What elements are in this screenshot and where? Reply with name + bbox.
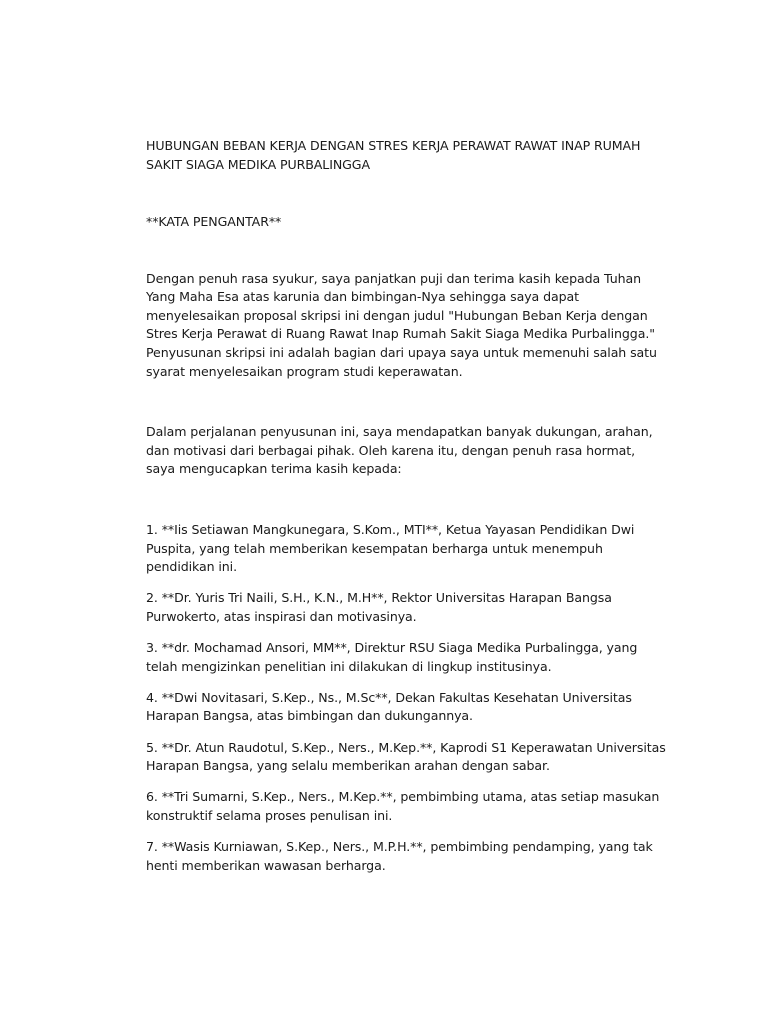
- paragraph: Dalam perjalanan penyusunan ini, saya mendapatkan banyak dukungan, arahan, dan motivasi dari berbagai pihak. Oleh karena itu, dengan penuh rasa hormat, saya mengucapkan terima kasih kepada:: [146, 424, 653, 477]
- list-item: 4. **Dwi Novitasari, S.Kep., Ns., M.Sc**, Dekan Fakultas Kesehatan Universitas Harapan Bangsa, atas bimbingan dan dukungannya.: [146, 689, 632, 724]
- list-item: 2. **Dr. Yuris Tri Naili, S.H., K.N., M.H**, Rektor Universitas Harapan Bangsa Purwokerto, atas inspirasi dan motivasinya.: [146, 590, 612, 624]
- list-item: 1. **Iis Setiawan Mangkunegara, S.Kom., MTI**, Ketua Yayasan Pendidikan Dwi Puspita, yang telah memberikan kesempatan berharga untuk menempuh pendidikan ini.: [146, 521, 635, 575]
- acknowledgement-list: [146, 521, 666, 875]
- list-item: 5. **Dr. Atun Raudotul, S.Kep., Ners., M.Kep.**, Kaprodi S1 Keperawatan Universitas Harapan Bangsa, yang selalu memberikan arahan dengan sabar.: [146, 739, 666, 774]
- document-body: [146, 136, 666, 888]
- section-heading: **KATA PENGANTAR**: [146, 214, 282, 229]
- list-item: 6. **Tri Sumarni, S.Kep., Ners., M.Kep.**, pembimbing utama, atas setiap masukan konstruktif selama proses penulisan ini.: [146, 789, 660, 824]
- list-item: 3. **dr. Mochamad Ansori, MM**, Direktur RSU Siaga Medika Purbalingga, yang telah mengizinkan penelitian ini dilakukan di lingkup institusinya.: [146, 640, 638, 674]
- paragraph: Dengan penuh rasa syukur, saya panjatkan puji dan terima kasih kepada Tuhan Yang Maha Esa atas karunia dan bimbingan-Nya sehingga saya dapat menyelesaikan proposal skripsi ini dengan judul "Hubungan Beban Kerja dengan Stres Kerja Perawat di Ruang Rawat Inap Rumah Sakit Siaga Medika Purbalingga." Penyusunan skripsi ini adalah bagian dari upaya saya untuk memenuhi salah satu syarat menyelesaikan program studi keperawatan.: [146, 270, 657, 379]
- document-title: HUBUNGAN BEBAN KERJA DENGAN STRES KERJA PERAWAT RAWAT INAP RUMAH SAKIT SIAGA MEDIKA PURBALINGGA: [146, 138, 641, 172]
- list-item: 7. **Wasis Kurniawan, S.Kep., Ners., M.P.H.**, pembimbing pendamping, yang tak henti memberikan wawasan berharga.: [146, 839, 653, 873]
